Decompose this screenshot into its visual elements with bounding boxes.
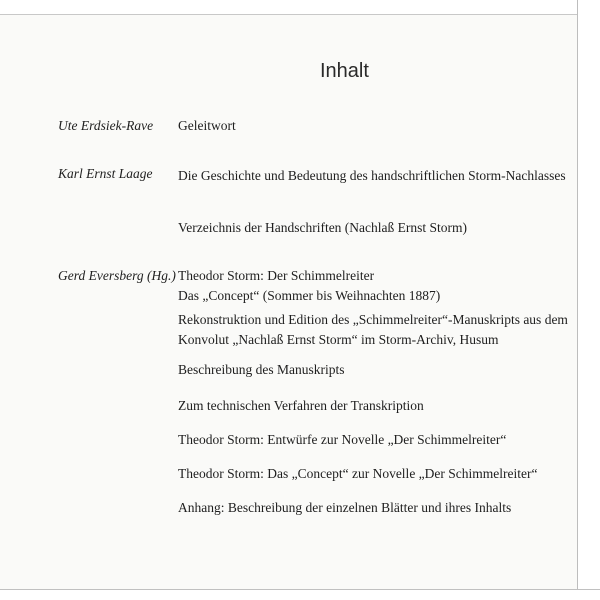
scan-border-right xyxy=(577,0,600,600)
scan-border-bottom xyxy=(0,589,600,600)
toc-entry-label-line2: Konvolut „Nachlaß Ernst Storm“ im Storm-Archiv, Husum xyxy=(178,332,499,347)
toc-entry-label: Anhang: Beschreibung der einzelnen Blätter und ihres Inhalts xyxy=(178,500,512,515)
toc-entry-label: Verzeichnis der Handschriften (Nachlaß Ernst Storm) xyxy=(178,220,468,235)
toc-entry-label-line2: Das „Concept“ (Sommer bis Weihnachten 1887) xyxy=(178,288,441,303)
scan-border-top xyxy=(0,0,600,15)
author-erdsiek-rave: Ute Erdsiek-Rave xyxy=(58,118,154,133)
toc-entry-label-line1: Rekonstruktion und Edition des „Schimmelreiter“-Manuskripts aus dem xyxy=(178,312,568,327)
page-title: Inhalt xyxy=(320,60,369,82)
toc-entry-label: Die Geschichte und Bedeutung des handschriftlichen Storm-Nachlasses xyxy=(178,168,566,183)
toc-entry-verzeichnis[interactable] xyxy=(178,218,467,238)
toc-entry-entwuerfe[interactable] xyxy=(178,430,506,450)
toc-entry-label: Beschreibung des Manuskripts xyxy=(178,362,345,377)
toc-entry-geschichte[interactable] xyxy=(178,166,566,186)
toc-entry-label: Theodor Storm: Das „Concept“ zur Novelle „Der Schimmelreiter“ xyxy=(178,466,538,481)
toc-entry-label: Geleitwort xyxy=(178,118,236,133)
toc-entry-schimmelreiter-concept[interactable] xyxy=(178,266,440,306)
toc-entry-label: Theodor Storm: Entwürfe zur Novelle „Der Schimmelreiter“ xyxy=(178,432,507,447)
toc-entry-beschreibung[interactable] xyxy=(178,360,344,380)
author-eversberg: Gerd Eversberg (Hg.) xyxy=(58,268,176,283)
toc-entry-concept-novelle[interactable] xyxy=(178,464,538,484)
toc-entry-verfahren[interactable] xyxy=(178,396,424,416)
toc-entry-geleitwort[interactable] xyxy=(178,116,236,136)
toc-entry-rekonstruktion[interactable] xyxy=(178,310,568,350)
toc-entry-anhang[interactable] xyxy=(178,498,511,518)
toc-entry-label-line1: Theodor Storm: Der Schimmelreiter xyxy=(178,268,375,283)
toc-entry-label: Zum technischen Verfahren der Transkription xyxy=(178,398,424,413)
author-laage: Karl Ernst Laage xyxy=(58,166,153,181)
